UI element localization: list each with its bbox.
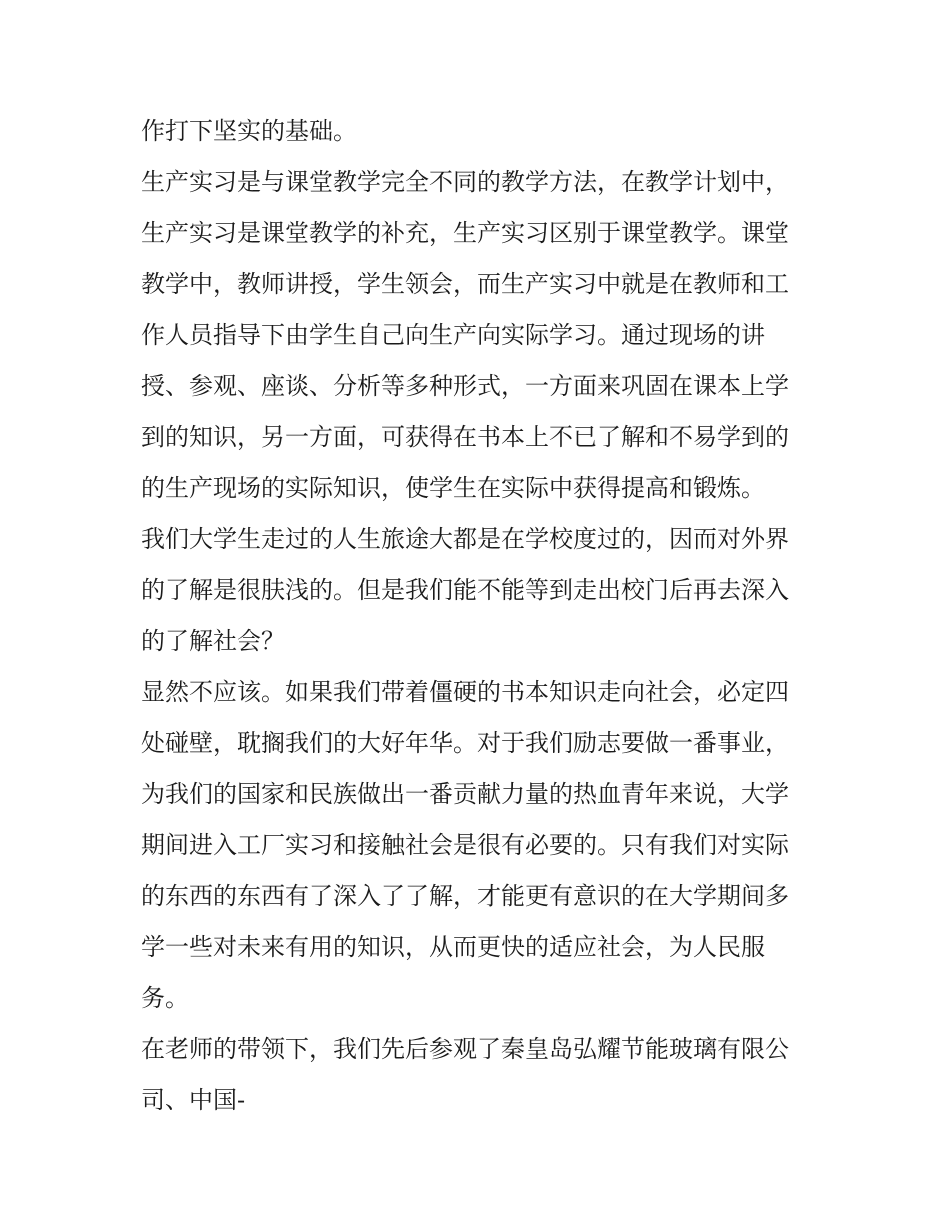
text-line: 到的知识，另一方面，可获得在书本上不已了解和不易学到的 (141, 423, 789, 451)
text-line: 学一些对未来有用的知识，从而更快的适应社会，为人民服 (141, 933, 765, 961)
text-line: 生产实习是课堂教学的补充，生产实习区别于课堂教学。课堂 (141, 219, 789, 247)
body-text (141, 106, 821, 1126)
text-line: 的了解是很肤浅的。但是我们能不能等到走出校门后再去深入 (141, 576, 789, 604)
text-line: 的生产现场的实际知识，使学生在实际中获得提高和锻炼。 (141, 474, 765, 502)
text-line: 在老师的带领下，我们先后参观了秦皇岛弘耀节能玻璃有限公 (141, 1035, 789, 1063)
text-line: 为我们的国家和民族做出一番贡献力量的热血青年来说，大学 (141, 780, 789, 808)
text-line: 授、参观、座谈、分析等多种形式，一方面来巩固在课本上学 (141, 372, 789, 400)
text-line: 我们大学生走过的人生旅途大都是在学校度过的，因而对外界 (141, 525, 789, 553)
text-line: 显然不应该。如果我们带着僵硬的书本知识走向社会，必定四 (141, 678, 789, 706)
text-line: 的了解社会？ (141, 627, 285, 655)
text-line: 务。 (141, 984, 189, 1012)
text-line: 司、中国- (141, 1086, 246, 1114)
text-line: 教学中，教师讲授，学生领会，而生产实习中就是在教师和工 (141, 270, 789, 298)
text-line: 生产实习是与课堂教学完全不同的教学方法，在教学计划中， (141, 168, 789, 196)
text-line: 的东西的东西有了深入了了解，才能更有意识的在大学期间多 (141, 882, 789, 910)
text-line: 处碰壁，耽搁我们的大好年华。对于我们励志要做一番事业， (141, 729, 789, 757)
text-line: 作打下坚实的基础。 (141, 117, 357, 145)
text-line: 作人员指导下由学生自己向生产向实际学习。通过现场的讲 (141, 321, 765, 349)
text-line: 期间进入工厂实习和接触社会是很有必要的。只有我们对实际 (141, 831, 789, 859)
